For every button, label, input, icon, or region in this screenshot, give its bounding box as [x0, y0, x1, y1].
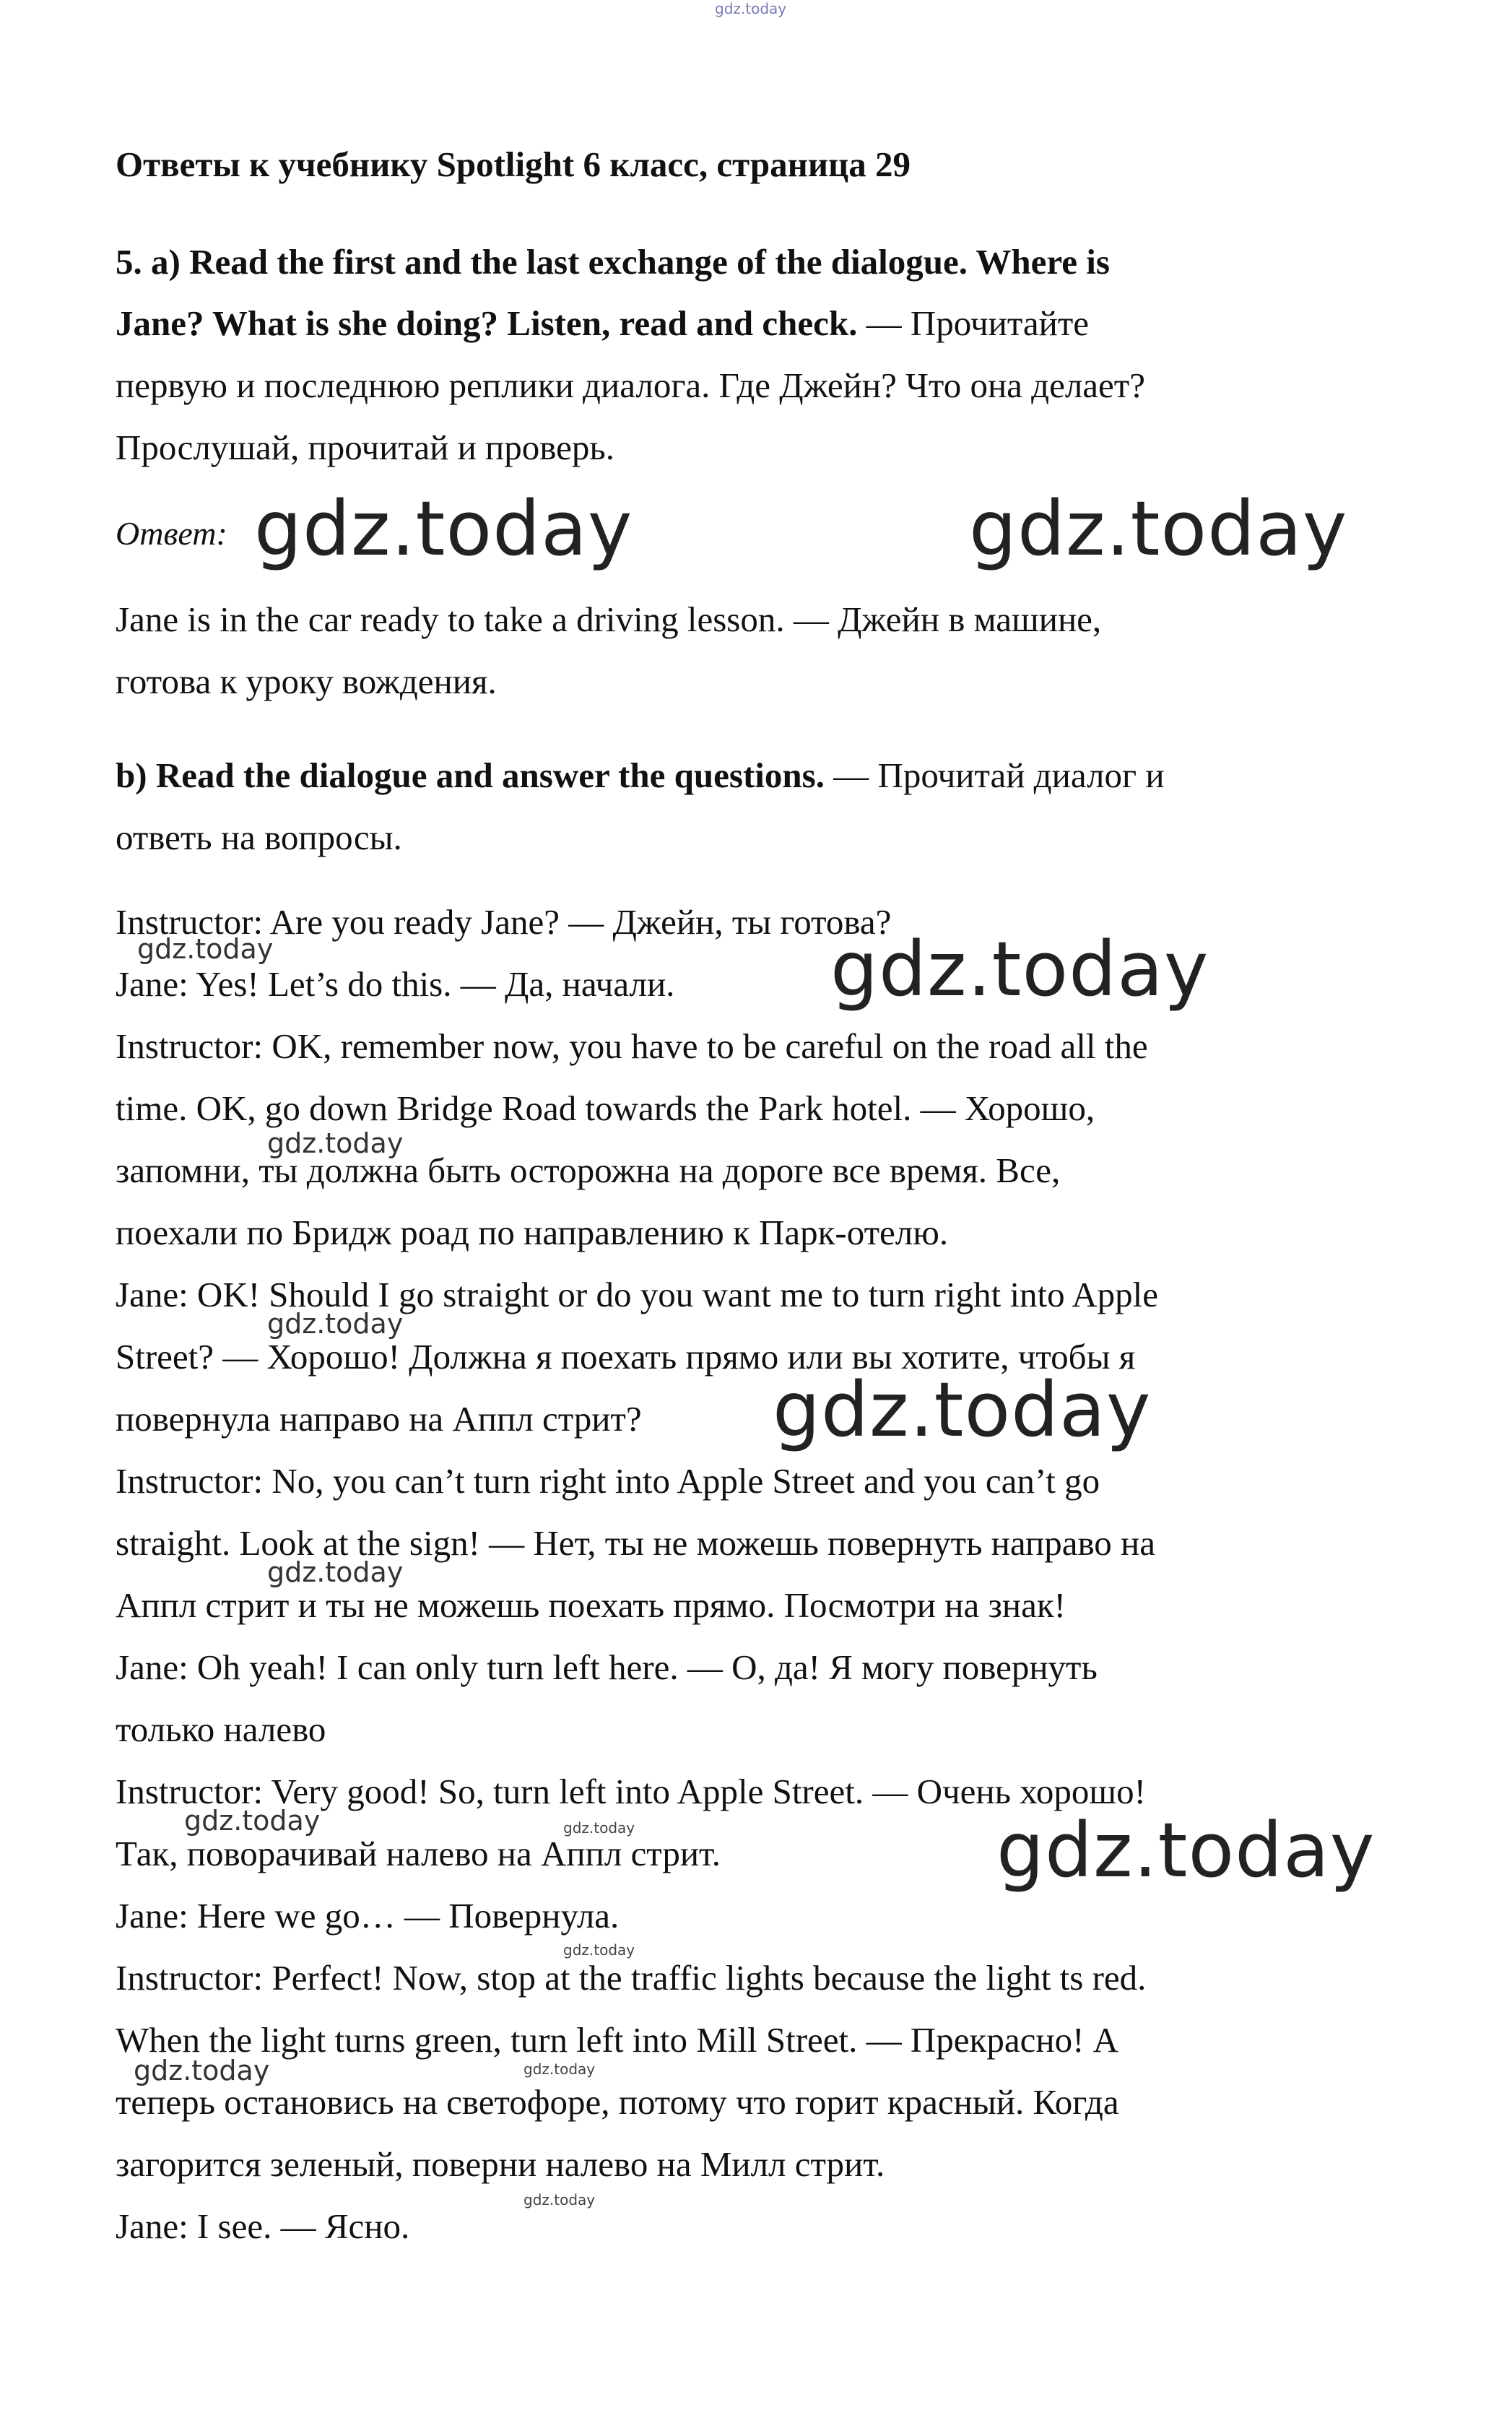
dialogue-line: теперь остановись на светофоре, потому что горит красный. Когда [116, 2082, 1119, 2122]
watermark-small: gdz.today [184, 1805, 321, 1837]
dialogue-line: Instructor: Are you ready Jane? — Джейн, ты готова? [116, 902, 892, 942]
watermark-small: gdz.today [267, 1127, 404, 1159]
dialogue-line: time. OK, go down Bridge Road towards the Park hotel. — Хорошо, [116, 1088, 1095, 1128]
task-5a-line-2 [116, 303, 1089, 344]
watermark-big: gdz.today [830, 925, 1209, 1013]
answer-line-1: Jane is in the car ready to take a driving lesson. — Джейн в машине, [116, 599, 1102, 639]
dialogue-line: Jane: Oh yeah! I can only turn left here. — О, да! Я могу повернуть [116, 1647, 1098, 1687]
watermark-big: gdz.today [996, 1806, 1376, 1894]
dialogue-line: Jane: I see. — Ясно. [116, 2206, 410, 2246]
watermark-tiny: gdz.today [563, 1819, 635, 1837]
dialogue-line: Instructor: Very good! So, turn left into Apple Street. — Очень хорошо! [116, 1772, 1146, 1811]
dialogue-line: Jane: Here we go… — Повернула. [116, 1896, 620, 1936]
dialogue-line: straight. Look at the sign! — Нет, ты не можешь повернуть направо на [116, 1523, 1155, 1563]
watermark-top: gdz.today [715, 0, 787, 17]
task-5a-line-4: Прослушай, прочитай и проверь. [116, 428, 614, 467]
watermark-small: gdz.today [267, 1308, 404, 1340]
dialogue-line: Street? — Хорошо! Должна я поехать прямо или вы хотите, чтобы я [116, 1337, 1136, 1377]
dialogue-line: Instructor: OK, remember now, you have to be careful on the road all the [116, 1026, 1148, 1066]
task-5a-line-1: 5. a) Read the first and the last exchange of the dialogue. Where is [116, 242, 1110, 282]
watermark-answer-left: gdz.today [254, 485, 633, 573]
dialogue-line: Jane: OK! Should I go straight or do you want me to turn right into Apple [116, 1275, 1158, 1314]
answer-line-2: готова к уроку вождения. [116, 662, 497, 701]
dialogue-line: When the light turns green, turn left into Mill Street. — Прекрасно! А [116, 2020, 1119, 2060]
watermark-small: gdz.today [267, 1556, 404, 1588]
task-5b-line-2: ответь на вопросы. [116, 818, 402, 857]
task-5b-line-1-rest: — Прочитай диалог и [824, 755, 1165, 795]
watermark-tiny: gdz.today [523, 2191, 596, 2209]
dialogue-line: запомни, ты должна быть осторожна на дороге все время. Все, [116, 1150, 1061, 1190]
answer-label: Ответ: [116, 515, 227, 552]
watermark-tiny: gdz.today [523, 2060, 596, 2078]
task-5a-line-2-rest: — Прочитайте [857, 303, 1089, 343]
dialogue-line: повернула направо на Аппл стрит? [116, 1399, 642, 1439]
watermark-small: gdz.today [137, 933, 274, 965]
dialogue-line: Instructor: No, you can’t turn right into Apple Street and you can’t go [116, 1461, 1100, 1501]
page-title: Ответы к учебнику Spotlight 6 класс, страница 29 [116, 144, 911, 184]
dialogue-line: Instructor: Perfect! Now, stop at the traffic lights because the light ts red. [116, 1958, 1147, 1998]
task-5b-line-1-bold: b) Read the dialogue and answer the questions. [116, 755, 825, 795]
dialogue-line: Аппл стрит и ты не можешь поехать прямо. Посмотри на знак! [116, 1585, 1066, 1625]
watermark-big: gdz.today [773, 1366, 1152, 1454]
task-5b-line-1 [116, 755, 1165, 796]
dialogue-line: загорится зеленый, поверни налево на Милл стрит. [116, 2144, 885, 2184]
dialogue-line: Так, поворачивай налево на Аппл стрит. [116, 1834, 721, 1873]
dialogue-line: Jane: Yes! Let’s do this. — Да, начали. [116, 964, 675, 1004]
watermark-small: gdz.today [134, 2055, 270, 2086]
dialogue-line: поехали по Бридж роад по направлению к Парк-отелю. [116, 1213, 949, 1252]
watermark-answer-right: gdz.today [969, 485, 1348, 573]
task-5a-line-2-bold: Jane? What is she doing? Listen, read and check. [116, 303, 858, 343]
dialogue-line: только налево [116, 1709, 326, 1749]
watermark-tiny: gdz.today [563, 1941, 635, 1959]
task-5a-line-3: первую и последнюю реплики диалога. Где Джейн? Что она делает? [116, 365, 1145, 405]
